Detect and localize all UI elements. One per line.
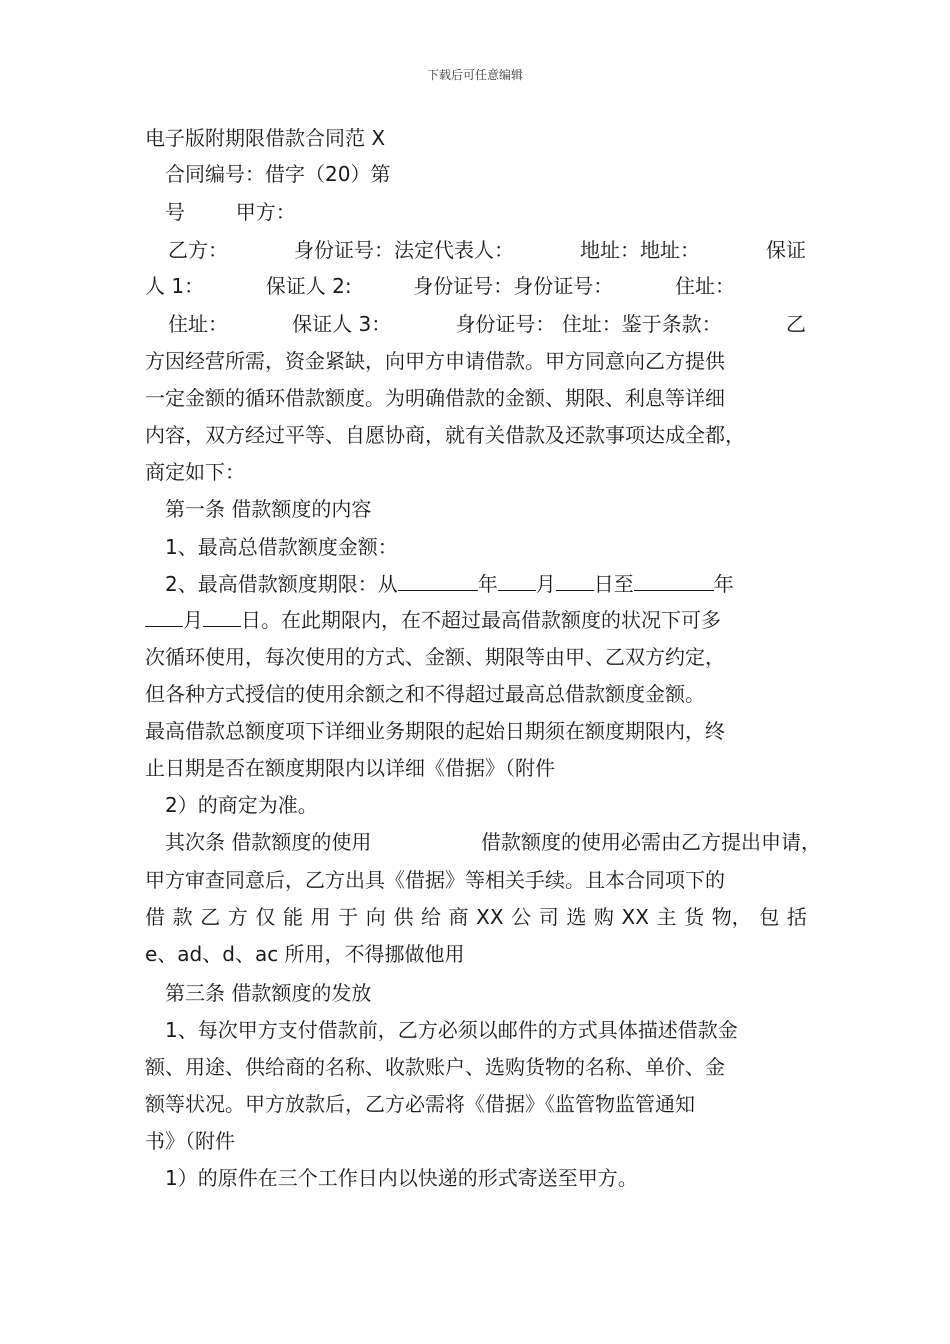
month-label: 月 <box>183 608 203 632</box>
char: 款 <box>172 905 193 929</box>
recital-text-line: 方因经营所需，资金紧缺，向甲方申请借款。甲方同意向乙方提供 <box>145 349 725 373</box>
article-2-text-line: 甲方审查同意后，乙方出具《借据》等相关手续。且本合同项下的 <box>145 868 725 892</box>
char: 方 <box>227 905 248 929</box>
article-2-text: 借款额度的使用必需由乙方提出申请， <box>481 830 821 854</box>
article-3-text-line: 1）的原件在三个工作日内以快递的形式寄送至甲方。 <box>165 1166 638 1190</box>
recital-label: 身份证号： 住址：鉴于条款： <box>455 312 722 336</box>
recital-text-line: 商定如下： <box>145 460 245 484</box>
document-title: 电子版附期限借款合同范 X <box>145 126 386 150</box>
day-to-label: 日至 <box>593 572 634 596</box>
id-representative-label: 身份证号：法定代表人： <box>294 238 514 262</box>
char: 主 <box>656 905 677 929</box>
year-blank <box>634 570 714 591</box>
article-1-text-line: 最高借款总额度项下详细业务期限的起始日期须在额度期限内，终 <box>145 719 725 743</box>
char: 物， <box>711 905 752 929</box>
article-2-text-line: e、ad、d、ac 所用，不得挪做他用 <box>145 942 465 966</box>
article-3-text-line: 1、每次甲方支付借款前，乙方必须以邮件的方式具体描述借款金 <box>165 1018 738 1042</box>
year-label: 年 <box>477 572 498 596</box>
day-blank <box>556 570 594 591</box>
party-b-prefix: 乙 <box>785 312 806 336</box>
char: 包 <box>759 905 780 929</box>
address-label: 地址：地址： <box>580 238 700 262</box>
guarantor-line <box>145 272 735 300</box>
article-3-text-line: 额等状况。甲方放款后，乙方必需将《借据》《监管物监管通知 <box>145 1092 695 1116</box>
article-2-title: 其次条 借款额度的使用 <box>165 830 372 854</box>
guarantor-prefix: 保证 <box>766 238 806 262</box>
day-blank <box>203 606 241 627</box>
article-1-item-1: 1、最高总借款额度金额： <box>165 535 398 559</box>
contract-number-line: 合同编号：借字（20）第 <box>165 162 391 186</box>
char: 公 <box>511 905 532 929</box>
char: 仅 <box>255 905 276 929</box>
char: XX <box>621 905 649 929</box>
char: 供 <box>393 905 414 929</box>
residence-label: 住址： <box>674 274 735 298</box>
page-header: 下载后可任意编辑 <box>426 68 523 82</box>
article-3-text-line: 书》（附件 <box>145 1129 235 1153</box>
recital-text-line: 一定金额的循环借款额度。为明确借款的金额、期限、利息等详细 <box>145 386 725 410</box>
char: 借 <box>145 905 165 929</box>
article-1-text-line: 但各种方式授信的使用余额之和不得超过最高总借款额度金额。 <box>145 682 705 706</box>
char: 给 <box>420 905 441 929</box>
guarantor-2-label: 保证人 2: <box>265 274 352 298</box>
article-1-text-line: 2）的商定为准。 <box>165 793 318 817</box>
char: 货 <box>684 905 705 929</box>
month-label: 月 <box>535 572 556 596</box>
term-text: 日。在此期限内，在不超过最高借款额度的状况下可多 <box>241 608 721 632</box>
article-2-first-line <box>165 828 821 856</box>
id-number-labels: 身份证号：身份证号： <box>413 274 614 298</box>
article-1-item-2 <box>165 570 830 598</box>
char: 括 <box>786 905 807 929</box>
char: 乙 <box>200 905 221 929</box>
guarantor-3-label: 保证人 3： <box>292 312 392 336</box>
char: 选 <box>566 905 587 929</box>
year-blank <box>398 570 478 591</box>
month-blank <box>145 606 183 627</box>
article-1-text-line: 次循环使用，每次使用的方式、金额、期限等由甲、乙双方约定， <box>145 645 725 669</box>
article-3-text-line: 额、用途、供给商的名称、收款账户、选购货物的名称、单价、金 <box>145 1055 725 1079</box>
recital-text-line: 内容，双方经过平等、自愿协商，就有关借款及还款事项达成全都， <box>145 423 745 447</box>
char: 用 <box>310 905 331 929</box>
char: 商 <box>448 905 469 929</box>
char: 于 <box>338 905 359 929</box>
article-2-justified-line <box>145 903 807 931</box>
term-from-label: 2、最高借款额度期限：从 <box>165 572 398 596</box>
char: 向 <box>365 905 386 929</box>
residence-label-2: 住址： <box>168 312 228 336</box>
article-1-title: 第一条 借款额度的内容 <box>165 497 372 521</box>
char: XX <box>476 905 504 929</box>
party-b-line <box>168 236 806 264</box>
guarantor-1-label: 人 1： <box>145 274 205 298</box>
article-1-item-2-cont <box>145 606 810 634</box>
party-b-label: 乙方： <box>168 238 228 262</box>
char: 能 <box>282 905 303 929</box>
article-1-text-line: 止日期是否在额度期限内以详细《借据》（附件 <box>145 756 555 780</box>
month-blank <box>498 570 536 591</box>
char: 司 <box>538 905 559 929</box>
party-a-line <box>165 198 305 226</box>
year-label: 年 <box>713 572 734 596</box>
party-a-label: 甲方： <box>235 200 296 224</box>
guarantor-3-line <box>168 310 806 338</box>
number-suffix: 号 <box>165 200 185 224</box>
article-3-title: 第三条 借款额度的发放 <box>165 981 372 1005</box>
char: 购 <box>593 905 614 929</box>
